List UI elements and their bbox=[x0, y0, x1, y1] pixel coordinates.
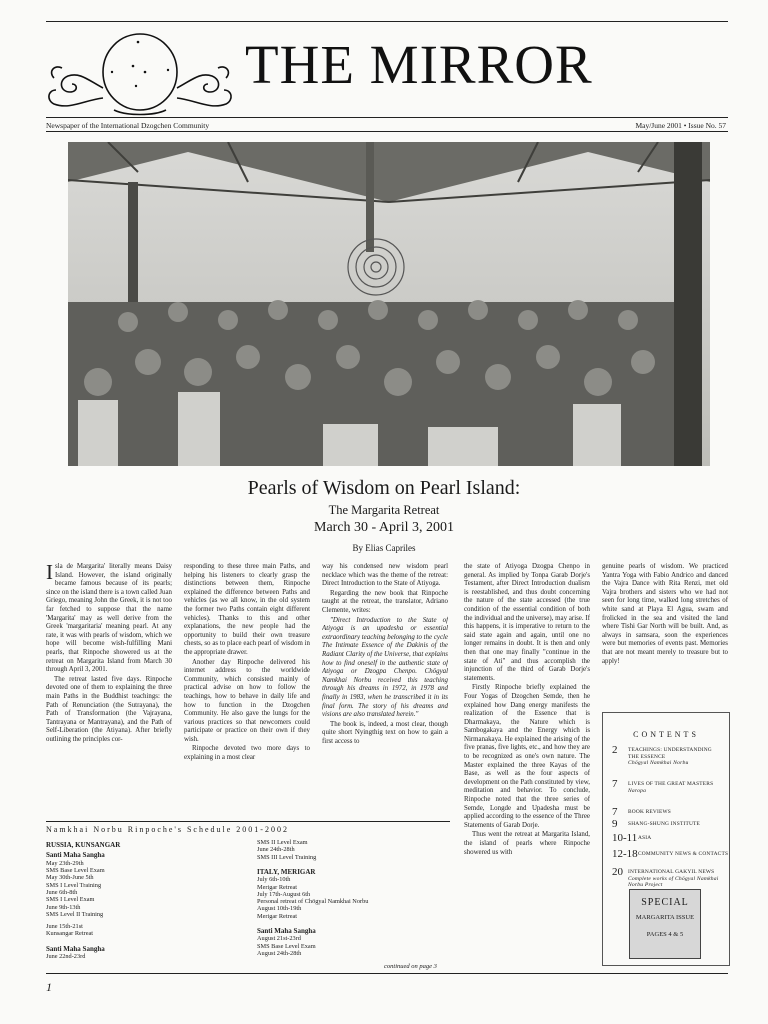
masthead-tagline: Newspaper of the International Dzogchen Community bbox=[46, 121, 210, 130]
column-1-paragraph-1 bbox=[46, 563, 172, 675]
article-column-5 bbox=[602, 563, 728, 707]
contents-page-number: 9 bbox=[612, 818, 618, 830]
schedule-entry: SMS III Level Training bbox=[257, 853, 317, 861]
article-column-1 bbox=[46, 563, 172, 817]
schedule-entry: Merigar Retreat bbox=[257, 912, 298, 920]
schedule-entry: July 17th-August 6th bbox=[257, 890, 311, 898]
contents-item-label: INTERNATIONAL GAKYIL NEWS bbox=[628, 869, 715, 875]
schedule-heading: Santi Maha Sangha bbox=[46, 851, 105, 860]
contents-item-sub: Chögyal Namkhai Norbu bbox=[628, 760, 689, 767]
schedule-entry: July 6th-10th bbox=[257, 876, 291, 884]
schedule-entry: August 24th-28th bbox=[257, 950, 302, 958]
contents-item-label: TEACHINGS: UNDERSTANDING THE ESSENCE bbox=[628, 747, 712, 760]
contents-page-number: 7 bbox=[612, 778, 618, 790]
schedule-left-column bbox=[46, 839, 246, 960]
contents-box bbox=[602, 712, 730, 966]
schedule-entry: Merigar Retreat bbox=[257, 883, 298, 891]
column-2-paragraph-3: Rinpoche devoted two more days to explaining in a most clear bbox=[184, 745, 310, 762]
special-pages: PAGES 4 & 5 bbox=[646, 931, 684, 938]
column-4-paragraph-2: Firstly Rinpoche briefly explained the Four Yogas of Dzogchen Semde, then he explained how Dang energy manifests the realization of the Essence that is Dharmakaya, the Nature which is Sambogakaya and the Energy which is Nirmanakaya. He explained the arising of the five pranas, five lights, etc., and how they are to be recognized as one's own nature. The Master explained the three Kayas of the Base, as well as the four aspects of development on the Path constituted by view, meditation and behavior. To conclude, Rinpoche noted that the three series of Semde, Longde and Upadesha must be applied according to the essence of the Three Statements of Garab Dorje. bbox=[464, 684, 590, 829]
schedule-entry: SMS Base Level Exam bbox=[46, 867, 105, 875]
schedule-entry: SMS Level II Training bbox=[46, 910, 104, 918]
footer-rule bbox=[46, 973, 728, 974]
article-column-4 bbox=[464, 563, 590, 963]
column-3-paragraph-2: Regarding the new book that Rinpoche taught at the retreat, the translator, Adriano Clemente, writes: bbox=[322, 589, 448, 614]
column-3-paragraph-3: "Direct Introduction to the State of Atiyoga is an upadesha or essential extraordinary teaching belonging to the cycle The Intimate Essence of the Dakinis of the Radiant Clarity of the Universe, that explains how to find oneself in the authentic state of Atiyoga or Dzogpa Chenpo. Chögyal Namkhai Norbu received this teaching through his dreams in 1972, in 1978 and finally in 1983, when he transcribed it in its final form. The story of his dreams and visions are also translated herein." bbox=[322, 616, 448, 719]
contents-item-label: COMMUNITY NEWS & CONTACTS bbox=[638, 851, 729, 857]
dropcap: I bbox=[46, 563, 53, 584]
contents-item-text bbox=[638, 851, 734, 858]
contents-title: CONTENTS bbox=[633, 730, 699, 739]
contents-item-label: ASIA bbox=[638, 835, 652, 841]
column-2-paragraph-2: Another day Rinpoche delivered his internet address to the worldwide Community, which consisted mainly of practical advise on how to follow the teachings, how to behave in daily life and how to function in the Dzogchen Community. He also gave the lungs for the various practices so that newcomers could participate or practice on their own if they wish. bbox=[184, 658, 310, 743]
schedule-heading: ITALY, MERIGAR bbox=[257, 867, 316, 876]
top-rule bbox=[46, 21, 728, 22]
article-byline: By Elias Capriles bbox=[352, 543, 416, 553]
contents-item-label: SHANG-SHUNG INSTITUTE bbox=[628, 821, 701, 827]
article-dates: March 30 - April 3, 2001 bbox=[314, 520, 454, 535]
contents-item-text bbox=[628, 809, 724, 816]
masthead-rule bbox=[46, 117, 728, 118]
article-column-2 bbox=[184, 563, 310, 817]
contents-item-label: BOOK REVIEWS bbox=[628, 809, 671, 815]
column-4-paragraph-1: the state of Atiyoga Dzogpa Chenpo in general. As implied by Tonpa Garab Dorje's Testament, after Direct Introduction dualism is reestablished, and thus doubt concerning the nature of the state accessed (the true condition of the essential condition of both the individual and the universe), may arise. If this happens, it is imperative to return to the said state again and again, until one no longer remains in doubt. It is then and only then that one may finally "continue in the state of Ati" and thus accomplish the injunction of the third of Garab Dorje's statements. bbox=[464, 563, 590, 682]
contents-item-text bbox=[638, 835, 734, 842]
schedule-heading: RUSSIA, KUNSANGAR bbox=[46, 841, 121, 849]
schedule-entry: August 21st-23rd bbox=[257, 935, 301, 943]
schedule-entry: Personal retreat of Chögyal Namkhai Norbu bbox=[257, 898, 369, 906]
schedule-entry: June 22nd-23rd bbox=[46, 953, 86, 961]
contents-item-sub: Complete works of Chögyal Namkhai Norbu Project bbox=[628, 875, 719, 889]
column-1-paragraph-2: The retreat lasted five days. Rinpoche devoted one of them to explaining the three main Paths in the Buddhist teachings: the Path of Renunciation (the Sutrayana), the Path of Transformation (the Vajrayana, Tantrayana or Mantrayana), and the Path of Self-Liberation (the Atiyana). After briefly outlining the principles cor- bbox=[46, 675, 172, 743]
schedule-entry: SMS II Level Exam bbox=[257, 839, 308, 846]
schedule-entry: SMS I Level Exam bbox=[46, 896, 95, 904]
schedule-entry: SMS I Level Training bbox=[46, 881, 102, 889]
column-2-paragraph-1: responding to these three main Paths, and helping his listeners to clearly grasp the distinctions between them, Rinpoche explained the difference between Paths and vehicles (as we all know, in the old system the former two Paths contain eight different vehicles). Thanks to this and other explanations, the new people had the opportunity to build their own treasure chests, so as to place each pearl of wisdom in the appropriate drawer. bbox=[184, 563, 310, 656]
schedule-gap bbox=[257, 861, 447, 866]
schedule-entry: June 24th-28th bbox=[257, 846, 295, 854]
article-subtitle: The Margarita Retreat bbox=[328, 503, 440, 517]
page-number: 1 bbox=[46, 980, 52, 994]
contents-item-text bbox=[628, 869, 724, 889]
contents-page-number: 12-18 bbox=[612, 848, 638, 860]
schedule-entry: June 9th-13th bbox=[46, 903, 81, 911]
schedule-heading: Santi Maha Sangha bbox=[46, 944, 105, 953]
contents-page-number: 2 bbox=[612, 744, 618, 756]
column-4-paragraph-3: Thus went the retreat at Margarita Island, the island of pearls where Rinpoche showered us with bbox=[464, 831, 590, 856]
paragraph-text: sla de Margarita' literally means Daisy Island. However, the island originally became famous because of its pearls; since on the island there is a town called Juan Griego, meaning John the Greek, it is not too far fetched to suppose that the name 'Margarita' may as well derive from the Greek 'margaritaria' meaning pearl. At any rate, it was with pearls of wisdom, which we hope will become wish-fulfilling Mani pearls, that Rinpoche showered us at the retreat on Margarita Island from March 30 through April 3, 2001. bbox=[46, 563, 172, 674]
special-issue-box bbox=[629, 889, 701, 959]
schedule-gap bbox=[46, 938, 246, 943]
article-title: Pearls of Wisdom on Pearl Island: bbox=[247, 477, 521, 499]
schedule-title: Namkhai Norbu Rinpoche's Schedule 2001-2002 bbox=[46, 825, 289, 834]
mirror-logo-icon bbox=[40, 28, 240, 120]
article-column-3 bbox=[322, 563, 448, 817]
contents-item-text bbox=[628, 821, 724, 828]
schedule-entry: June 15th-21st bbox=[46, 923, 83, 931]
column-5-paragraph-1: genuine pearls of wisdom. We practiced Yantra Yoga with Fabio Andrico and danced the Vajra Dance with Rita Renzi, met old Vajra brothers and sisters who we had not seen for long time, walked long stretches of white sand at Playa El Agua, swam and frolicked in the sea and visited the land where Tishi Gar North will be built. And, as always in samsara, soon the experiences were but memories of events past. Memories that are not meant merely to treasure but to apply! bbox=[602, 563, 728, 665]
issue-info: May/June 2001 • Issue No. 57 bbox=[635, 121, 726, 130]
special-line: MARGARITA ISSUE bbox=[635, 914, 695, 921]
retreat-group-photo bbox=[68, 142, 710, 466]
schedule-rule bbox=[46, 821, 450, 822]
special-title: SPECIAL bbox=[641, 897, 689, 908]
column-3-paragraph-1: way his condensed new wisdom pearl necklace which was the theme of the retreat: Direct Introduction to the State of Atiyoga. bbox=[322, 563, 448, 588]
schedule-entry: SMS Base Level Exam bbox=[257, 942, 316, 950]
schedule-entry: August 10th-19th bbox=[257, 905, 302, 913]
column-3-paragraph-4: The book is, indeed, a most clear, though quite short Nyingthig text on how to gain a first access to bbox=[322, 720, 448, 745]
contents-page-number: 7 bbox=[612, 806, 618, 818]
contents-page-number: 20 bbox=[612, 866, 623, 878]
contents-item-sub: Naropa bbox=[628, 787, 647, 794]
contents-item-text bbox=[628, 747, 724, 767]
masthead-rule-lower bbox=[46, 131, 728, 132]
continued-note: continued on page 3 bbox=[384, 963, 437, 970]
schedule-entry: Kunsangar Retreat bbox=[46, 930, 94, 938]
schedule-entry: June 6th-8th bbox=[46, 889, 78, 896]
schedule-gap bbox=[257, 920, 447, 925]
contents-page-number: 10-11 bbox=[612, 832, 638, 844]
schedule-entry: May 23th-29th bbox=[46, 859, 84, 867]
schedule-right-column bbox=[257, 839, 447, 957]
contents-item-label: LIVES OF THE GREAT MASTERS bbox=[628, 781, 714, 787]
contents-item-text bbox=[628, 781, 724, 794]
masthead-title: THE MIRROR bbox=[245, 34, 593, 95]
schedule-heading: Santi Maha Sangha bbox=[257, 927, 316, 936]
schedule-entry: May 30th-June 5th bbox=[46, 874, 94, 882]
